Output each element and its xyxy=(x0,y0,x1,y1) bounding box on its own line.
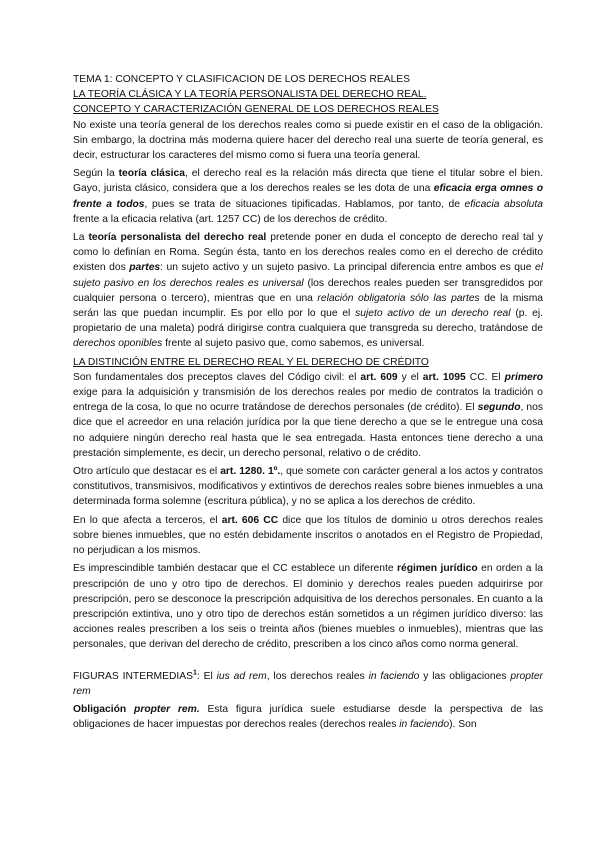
text-run: , nos dice que el acreedor en una relación jurídica por la que tiene derecho a que se le entregue una cosa no adquiere ningún derecho real hasta que le sea entregada. Hasta entonces tiene derecho a una prestación simplemente, es decir, un derecho personal, relativo o de crédito. xyxy=(73,402,544,459)
term-in-faciendo: in faciendo xyxy=(368,670,420,682)
term-eficacia-erga-omnes: eficacia erga omnes o frente a todos xyxy=(73,183,543,210)
ref-art-606: art. 606 CC xyxy=(221,514,279,526)
text-run: : El xyxy=(196,670,217,682)
text-run: , el derecho real es la relación más directa que tiene el titular sobre el bien. Gayo, jurista clásico, considera que a los derechos reales se les dota de una xyxy=(73,168,543,195)
text-run: En lo que afecta a terceros, el xyxy=(73,514,222,526)
text-run: en orden a la prescripción de uno y otro tipo de derechos. El dominio y derechos reales pueden adquirirse por prescripción, pero se desconoce la prescripción adquisitiva de los derechos personales. En cuanto a la prescripción extintiva, uno y otro tipo de derechos están sometidos a un régimen jurídico diverso: las acciones reales prescriben a los seis o treinta años (bienes muebles o inmuebles), mientras que las personales, que derivan del derecho de crédito, prescriben a los cinco años como norma general. xyxy=(73,563,543,651)
text-run: La xyxy=(73,232,89,244)
term-teoria-personalista: teoría personalista del derecho real xyxy=(88,232,267,244)
section-heading-line-2: CONCEPTO Y CARACTERIZACIÓN GENERAL DE LOS DERECHOS REALES xyxy=(73,104,439,116)
text-run: , los derechos reales xyxy=(266,670,369,682)
text-run: , que somete con carácter general a los actos y contratos constitutivos, transmisivos, modificativos y extintivos de derechos reales sobre bienes inmuebles a una determinada forma solemne (escritura pública), y no se aplica a los derechos de crédito. xyxy=(73,466,543,508)
term-teoria-clasica: teoría clásica xyxy=(118,168,185,180)
section-heading-line-1: LA TEORÍA CLÁSICA Y LA TEORÍA PERSONALISTA DEL DERECHO REAL. xyxy=(73,89,427,101)
term-ius-ad-rem: ius ad rem xyxy=(216,670,267,682)
text-run: y las obligaciones xyxy=(419,670,511,682)
paragraph-intro: No existe una teoría general de los derechos reales como si puede existir en el caso de la obligación. Sin embargo, la doctrina más moderna quiere hacer del derecho real una suerte de teoría general, es decir, estructurar los caracteres del mismo como si fuera una teoría general. xyxy=(73,119,543,162)
text-run: CC. El xyxy=(465,371,505,383)
text-run: , pues se trata de situaciones tipificadas. Hablamos, por tanto, de xyxy=(144,198,465,210)
paragraph-art-606 xyxy=(73,513,543,559)
text-run: Es imprescindible también destacar que el CC establece un diferente xyxy=(73,563,398,575)
footnote-marker[interactable]: 1 xyxy=(193,669,197,677)
text-run: Son fundamentales dos preceptos claves del Código civil: el xyxy=(73,371,361,383)
text-run: ). Son xyxy=(449,719,477,731)
paragraph-teoria-personalista xyxy=(73,230,543,352)
text-run: frente al sujeto pasivo que, como sabemos, es universal. xyxy=(162,338,425,350)
text-run: y el xyxy=(397,371,423,383)
section-heading-distincion: LA DISTINCIÓN ENTRE EL DERECHO REAL Y EL DERECHO DE CRÉDITO xyxy=(73,356,429,368)
term-obligacion: Obligación xyxy=(73,703,135,715)
text-run: de la misma serán las que puedan incumplir. Es por ello por lo que el xyxy=(73,292,544,320)
paragraph-teoria-clasica xyxy=(73,166,543,227)
term-primero: primero xyxy=(504,371,544,383)
paragraph-regimen-juridico xyxy=(73,561,543,652)
text-run: Otro artículo que destacar es el xyxy=(73,466,221,478)
text-run: pretende poner en duda el concepto de derecho real tal y como lo definían en Roma. Según ésta, tanto en los derechos reales como en el derecho de crédito existen dos xyxy=(73,232,543,274)
paragraph-obligacion-propter-rem xyxy=(73,702,543,732)
ref-art-1095: art. 1095 xyxy=(422,371,466,383)
term-relacion-obligatoria: relación obligatoria sólo las partes xyxy=(317,292,480,304)
text-run: : un sujeto activo y un sujeto pasivo. La principal diferencia entre ambos es que xyxy=(160,262,535,274)
term-regimen-juridico: régimen jurídico xyxy=(397,563,478,575)
paragraph-preceptos xyxy=(73,370,543,461)
text-run: frente a la eficacia relativa (art. 1257 CC) de los derechos de crédito. xyxy=(73,213,388,225)
term-sujeto-activo: sujeto activo de un derecho real xyxy=(355,308,511,320)
term-eficacia-absoluta: eficacia absoluta xyxy=(464,198,543,210)
text-run: (los derechos reales pueden ser transgredidos por cualquier persona o tercero), mientras que en una xyxy=(73,277,543,304)
text-run: exige para la adquisición y transmisión de los derechos reales por medio de contratos la tradición o entrega de la cosa, lo que no ocurre tratándose de derechos personales (de crédito). El xyxy=(73,387,543,414)
text-run: (p. ej. propietario de una maleta) podrá dirigirse contra cualquiera que transgreda su derecho, tratándose de xyxy=(73,308,543,335)
term-propter-rem-bold: propter rem. xyxy=(134,703,200,715)
document-title: TEMA 1: CONCEPTO Y CLASIFICACION DE LOS DERECHOS REALES xyxy=(73,74,411,85)
term-sujeto-pasivo: el sujeto pasivo en los derechos reales es universal xyxy=(73,262,544,289)
term-segundo: segundo xyxy=(477,402,521,414)
ref-art-1280: art. 1280. 1º. xyxy=(220,466,281,478)
ref-art-609: art. 609 xyxy=(360,371,398,383)
term-derechos-oponibles: derechos oponibles xyxy=(73,338,163,350)
text-run: FIGURAS INTERMEDIAS xyxy=(73,670,193,682)
paragraph-figuras-intermedias xyxy=(73,669,543,699)
text-run: dice que los títulos de dominio u otros derechos reales sobre bienes inmuebles, que no estén debidamente inscritos o anotados en el Registro de Propiedad, no perjudican a los mismos. xyxy=(73,514,543,557)
text-run: Según la xyxy=(73,168,119,180)
paragraph-art-1280 xyxy=(73,464,543,510)
term-partes: partes xyxy=(129,262,161,274)
term-propter-rem: propter rem xyxy=(73,670,543,697)
term-in-faciendo-2: in faciendo xyxy=(399,719,450,731)
text-run: Esta figura jurídica suele estudiarse desde la perspectiva de las obligaciones de hacer impuestas por derechos reales (derechos reales xyxy=(73,703,543,731)
